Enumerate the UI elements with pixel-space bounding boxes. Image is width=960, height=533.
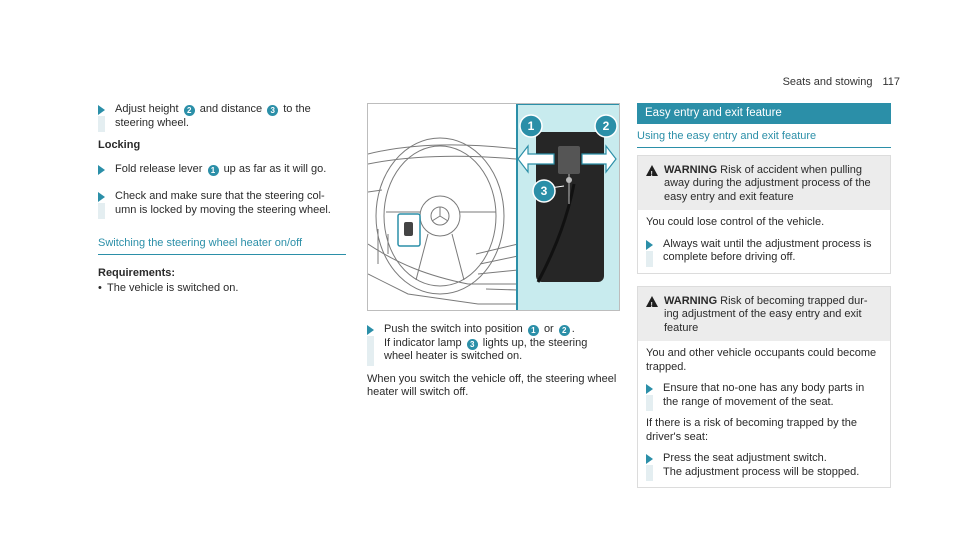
page-header [783,76,900,88]
svg-text:1: 1 [527,119,535,133]
steering-wheel-illustration [367,103,620,311]
warning-icon: ! [646,165,658,176]
warning-header: ! WARNING Risk of becoming trapped dur- ing adjustment of the easy entry and exit feature [638,287,890,342]
warning-header: ! WARNING Risk of accident when pulling away during the adjustment process of the easy entry and exit feature [638,156,890,211]
warning-condition: If there is a risk of becoming trapped by the driver's seat: [646,417,857,443]
figure-callout-2 [595,115,617,137]
step-arrow-icon [646,384,653,394]
callout-2: 2 [184,105,195,116]
step-arrow-icon [367,325,374,335]
column-middle [367,103,620,404]
easy-entry-band-title: Easy entry and exit feature [637,103,891,124]
step-fold-lever: Fold release lever 1 up as far as it will go. [98,163,346,177]
step-push-switch: Push the switch into position 1 or 2 . If indicator lamp 3 lights up, the steering wheel heater is switched on. [367,323,620,364]
column-right [637,103,891,500]
requirements-heading: Requirements: [98,266,176,279]
step-arrow-icon [98,105,105,115]
step-arrow-icon [646,240,653,250]
step-arrow-icon [98,165,105,175]
callout-1: 1 [528,325,539,336]
step-arrow-icon [646,454,653,464]
callout-2: 2 [559,325,570,336]
locking-heading: Locking [98,139,141,151]
figure-callout-1 [520,115,542,137]
step-adjust-height: Adjust height 2 and distance 3 to the steering wheel. [98,103,346,130]
callout-1: 1 [208,165,219,176]
warning-body-text: You could lose control of the vehicle. [646,216,825,228]
step-arrow-icon [98,192,105,202]
easy-entry-subtitle: Using the easy entry and exit feature [637,124,891,148]
steering-wheel-drawing [368,104,620,311]
header-section: Seats and stowing [782,76,873,88]
step-check-locked: Check and make sure that the steering col- umn is locked by moving the steering wheel. [98,190,346,217]
warning-step-press: Press the seat adjustment switch. The adjustment process will be stopped. [646,452,882,479]
svg-text:2: 2 [602,119,610,133]
warning-step: Always wait until the adjustment process is complete before driving off. [646,238,882,265]
requirement-item: • The vehicle is switched on. [98,282,346,296]
callout-3: 3 [467,339,478,350]
callout-3: 3 [267,105,278,116]
figure-callout-3 [533,180,555,202]
warning-box-accident [637,155,891,274]
warning-box-trapped [637,286,891,489]
warning-step: Ensure that no-one has any body parts in the range of movement of the seat. [646,382,882,409]
warning-icon: ! [646,296,658,307]
page-number: 117 [882,76,900,88]
svg-text:3: 3 [540,184,548,198]
warning-body-text: You and other vehicle occupants could become trapped. [646,347,877,373]
heater-note: When you switch the vehicle off, the steering wheel heater will switch off. [367,372,617,398]
column-left [98,103,346,296]
heater-section-title: Switching the steering wheel heater on/off [98,237,346,255]
